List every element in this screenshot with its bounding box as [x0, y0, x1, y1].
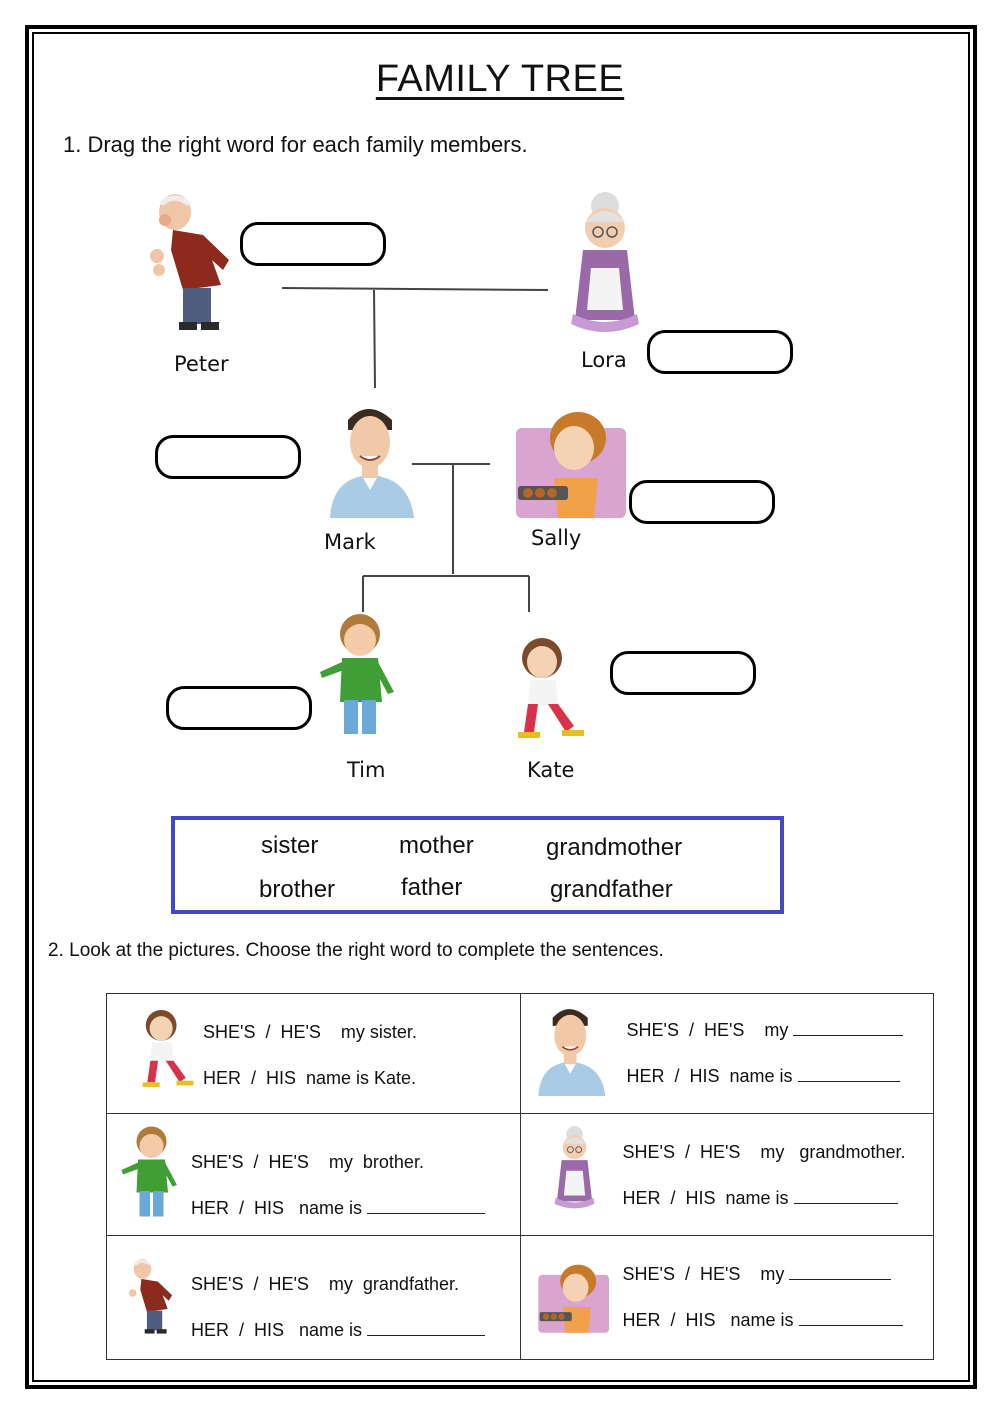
answer-slot-lora[interactable]: [647, 330, 793, 374]
lora-illustration: [565, 190, 650, 340]
sally-thumbnail: [537, 1262, 611, 1334]
instruction-2: 2. Look at the pictures. Choose the right word to complete the sentences.: [48, 940, 664, 961]
sentence-line-1[interactable]: SHE'S / HE'S my: [623, 1264, 892, 1285]
sentence-line-1[interactable]: SHE'S / HE'S my: [627, 1020, 904, 1041]
sentence-line-1[interactable]: SHE'S / HE'S my brother.: [191, 1152, 424, 1172]
word-father[interactable]: father: [401, 874, 463, 901]
page-title: FAMILY TREE: [375, 58, 625, 100]
sentence-cell-sally: [520, 1236, 934, 1360]
word-bank: [171, 816, 784, 914]
peter-illustration: [143, 190, 238, 340]
sentence-cell-tim: [107, 1114, 521, 1236]
sentence-table: [106, 993, 934, 1360]
instruction-1: 1. Drag the right word for each family members.: [63, 132, 528, 157]
member-name-sally: Sally: [531, 526, 582, 550]
sentence-line-2[interactable]: HER / HIS name is: [623, 1188, 898, 1209]
member-name-peter: Peter: [174, 352, 229, 376]
answer-slot-mark[interactable]: [155, 435, 301, 479]
answer-blank[interactable]: [367, 1335, 485, 1336]
mark-thumbnail: [535, 1002, 611, 1096]
answer-blank[interactable]: [367, 1213, 485, 1214]
kate-thumbnail: [135, 1008, 195, 1092]
word-sister[interactable]: sister: [261, 832, 319, 859]
sentence-cell-mark: [520, 994, 934, 1114]
member-name-kate: Kate: [527, 758, 575, 782]
sentence-line-2[interactable]: HER / HIS name is Kate.: [203, 1068, 417, 1088]
answer-slot-peter[interactable]: [240, 222, 386, 266]
sentence-line-2[interactable]: HER / HIS name is: [191, 1320, 485, 1341]
mark-illustration: [326, 400, 421, 518]
member-name-lora: Lora: [581, 348, 627, 372]
sentence-line-2[interactable]: HER / HIS name is: [627, 1066, 900, 1087]
answer-blank[interactable]: [798, 1081, 900, 1082]
kate-illustration: [508, 636, 586, 744]
answer-blank[interactable]: [793, 1035, 903, 1036]
tim-thumbnail: [117, 1124, 183, 1222]
word-mother[interactable]: mother: [399, 832, 474, 859]
answer-slot-kate[interactable]: [610, 651, 756, 695]
answer-slot-tim[interactable]: [166, 686, 312, 730]
sentence-line-1[interactable]: SHE'S / HE'S my sister.: [203, 1022, 417, 1042]
sally-illustration: [514, 408, 629, 520]
answer-blank[interactable]: [799, 1325, 903, 1326]
lora-thumbnail: [551, 1124, 601, 1214]
sentence-cell-peter: [107, 1236, 521, 1360]
sentence-line-1[interactable]: SHE'S / HE'S my grandfather.: [191, 1274, 459, 1294]
sentence-cell-lora: [520, 1114, 934, 1236]
member-name-mark: Mark: [324, 530, 376, 554]
member-name-tim: Tim: [347, 758, 386, 782]
sentence-line-2[interactable]: HER / HIS name is: [623, 1310, 903, 1331]
tim-illustration: [314, 612, 402, 740]
sentence-line-2[interactable]: HER / HIS name is: [191, 1198, 485, 1219]
word-grandfather[interactable]: grandfather: [550, 876, 673, 903]
answer-slot-sally[interactable]: [629, 480, 775, 524]
sentence-cell-kate: [107, 994, 521, 1114]
word-grandmother[interactable]: grandmother: [546, 834, 683, 861]
word-brother[interactable]: brother: [259, 876, 336, 903]
peter-thumbnail: [125, 1256, 177, 1340]
sentence-line-1[interactable]: SHE'S / HE'S my grandmother.: [622, 1142, 906, 1162]
answer-blank[interactable]: [789, 1279, 891, 1280]
answer-blank[interactable]: [794, 1203, 898, 1204]
